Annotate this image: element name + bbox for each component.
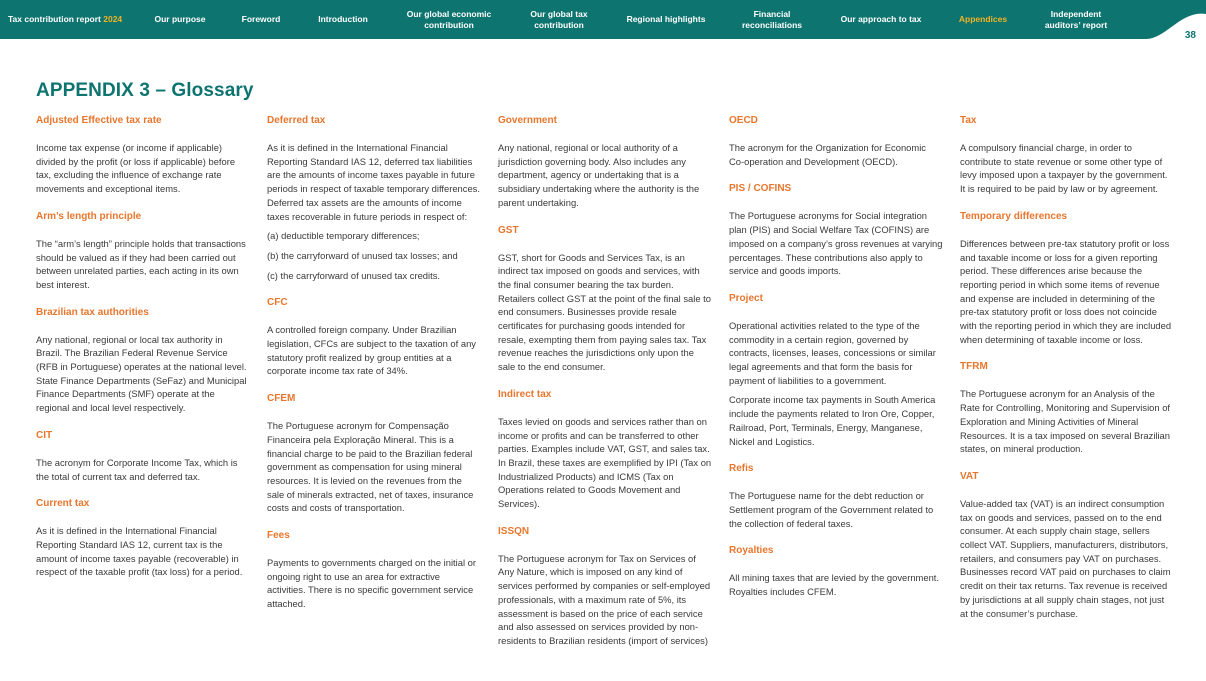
- glossary-definition: [36, 524, 250, 579]
- definition-paragraph: GST, short for Goods and Services Tax, is an indirect tax imposed on goods and services, with the final consumer bearing the tax burden. Retailers collect GST at the point of the final sale to end consumers. Businesses provide resale certificates for purchasing goods intended for resale, exempting them from paying sales tax. Tax revenue reaches the jurisdictions only upon the sale to the end consumer.: [498, 251, 711, 373]
- glossary-definition: [498, 251, 712, 374]
- glossary-term: Project: [729, 292, 763, 304]
- definition-paragraph: The acronym for the Organization for Economic Co-operation and Development (OECD).: [729, 142, 926, 167]
- nav-global-tax-contribution[interactable]: Our global tax contribution: [530, 9, 588, 30]
- nav-approach-to-tax[interactable]: Our approach to tax: [840, 14, 922, 25]
- nav-foreword[interactable]: Foreword: [241, 14, 281, 25]
- glossary-term: PIS / COFINS: [729, 183, 792, 195]
- definition-paragraph: Any national, regional or local authority of a jurisdiction governing body. Also includes any department, agency or undertaking that is a subsidiary undertaking where the authority is the parent undertaking.: [498, 142, 700, 208]
- nav-introduction[interactable]: Introduction: [318, 14, 368, 25]
- nav-brand[interactable]: [8, 0, 126, 39]
- glossary-definition: [729, 319, 943, 448]
- nav-financial-reconciliations[interactable]: Financial reconciliations: [742, 9, 802, 30]
- definition-paragraph: Income tax expense (or income if applicable) divided by the profit (or loss if applicable) before tax, excluding the influence of exchange rate movements and exceptional items.: [36, 142, 236, 195]
- definition-paragraph: All mining taxes that are levied by the government. Royalties includes CFEM.: [729, 572, 940, 598]
- definition-paragraph: Operational activities related to the type of the commodity in a certain region, governed by contracts, licenses, leases, concessions or similar legal agreements and that form the basis for payment of liabilities to a government.: [729, 319, 936, 386]
- glossary-definition: [729, 489, 943, 530]
- glossary-term: Fees: [267, 530, 290, 542]
- definition-paragraph: As it is defined in the International Financial Reporting Standard IAS 12, current tax is the amount of income taxes payable (recoverable) in respect of the taxable profit (tax loss) for a period.: [36, 525, 243, 578]
- definition-paragraph: Corporate income tax payments in South America include the payments related to Iron Ore, Copper, Railroad, Port, Terminals, Energy, Manganese, Nickel and Logistics.: [729, 394, 936, 447]
- glossary-term: Deferred tax: [267, 115, 326, 126]
- nav-our-purpose[interactable]: Our purpose: [154, 14, 206, 25]
- definition-paragraph: The acronym for Corporate Income Tax, which is the total of current tax and deferred tax.: [36, 456, 238, 482]
- definition-paragraph: (a) deductible temporary differences;: [267, 230, 420, 242]
- definition-paragraph: Taxes levied on goods and services rather than on income or profits and can be transferred to other parties. Examples include VAT, GST, and sales tax. In Brazil, these taxes are exemplified by IPI (Tax on Industrialized Products) and ICMS (Tax on Operations related to Goods Movement and Services).: [498, 415, 712, 510]
- glossary-definition: [498, 141, 712, 210]
- glossary-term: CIT: [36, 429, 53, 441]
- glossary-definition: [36, 141, 250, 196]
- glossary-term: Temporary differences: [960, 210, 1068, 222]
- glossary-definition: [498, 415, 712, 511]
- glossary-definition: [267, 556, 481, 611]
- glossary-definition: [729, 571, 943, 598]
- topbar-curve-decoration: [1146, 0, 1206, 39]
- definition-paragraph: A compulsory financial charge, in order to contribute to state revenue or some other type of levy imposed upon a taxpayer by the government. It is required to be paid by law or by agreement.: [960, 142, 1168, 195]
- glossary-term: Government: [498, 115, 557, 126]
- nav-regional-highlights[interactable]: Regional highlights: [626, 14, 706, 25]
- glossary-term: Indirect tax: [498, 388, 552, 400]
- definition-paragraph: Any national, regional or local tax authority in Brazil. The Brazilian Federal Revenue Service (RFB in Portuguese) operates at the national level. State Finance Departments (SeFaz) and Municipal Finance Departments (SMF) operate at the regional and local level respectively.: [36, 333, 247, 414]
- nav-independent-auditors-report[interactable]: Independent auditors’ report: [1044, 9, 1108, 30]
- definition-paragraph: (c) the carryforward of unused tax credits.: [267, 269, 440, 281]
- glossary-term: TFRM: [960, 361, 988, 373]
- page-title: APPENDIX 3 – Glossary: [36, 80, 254, 101]
- glossary-definition: [36, 237, 250, 292]
- glossary-term: ISSQN: [498, 525, 530, 537]
- nav-brand-label: Tax contribution report: [8, 14, 101, 25]
- glossary-term: Tax: [960, 115, 977, 126]
- glossary-term: Refis: [729, 463, 754, 475]
- glossary-term: Arm’s length principle: [36, 210, 142, 222]
- glossary-definition: [729, 209, 943, 278]
- definition-paragraph: A controlled foreign company. Under Brazilian legislation, CFCs are subject to the taxation of any statutory profit realized by group entities at a corporate income tax rate of 34%.: [267, 324, 476, 377]
- glossary-term: Current tax: [36, 498, 90, 510]
- glossary-definition: [267, 141, 481, 282]
- definition-paragraph: Differences between pre-tax statutory profit or loss and taxable income or loss for a given reporting period. These differences arise because the reporting period in which some items of revenue and expense are included in determining of the pre-tax statutory profit or loss does not coincide with the reporting period in which they are included when determining of taxable income or loss.: [960, 237, 1172, 345]
- definition-paragraph: As it is defined in the International Financial Reporting Standard IAS 12, deferred tax liabilities are the amounts of income taxes payable in future periods in respect of taxable temporary differences. Deferred tax assets are the amounts of income taxes recoverable in future periods in respect of:: [267, 142, 480, 222]
- glossary-term: OECD: [729, 115, 758, 126]
- glossary-term: Brazilian tax authorities: [36, 306, 149, 318]
- definition-paragraph: Value-added tax (VAT) is an indirect consumption tax on goods and services, passed on to the end consumer. At each supply chain stage, sellers collect VAT. Suppliers, manufacturers, distributors, retailers, and consumers pay VAT on purchases. Businesses record VAT paid on purchases to claim credit on their tax returns. Tax revenue is received by jurisdictions at all supply chain stages, not just at the consumer’s purchase.: [960, 497, 1171, 619]
- glossary-column-2: [267, 114, 481, 625]
- glossary-term: Royalties: [729, 545, 774, 557]
- definition-paragraph: (b) the carryforward of unused tax losses; and: [267, 249, 458, 261]
- definition-paragraph: The Portuguese acronym for Compensação Financeira pela Exploração Mineral. This is a financial charge to be paid to the Brazilian federal government as compensation for using mineral resources. It is levied on the revenues from the sale of minerals extracted, net of taxes, insurance costs and costs of transportation.: [267, 420, 474, 514]
- glossary-definition: [267, 323, 481, 378]
- glossary-definition: [960, 387, 1172, 456]
- glossary-definition: [36, 333, 250, 415]
- glossary-column-1: [36, 114, 250, 593]
- glossary-term: Adjusted Effective tax rate: [36, 115, 162, 126]
- glossary-term: GST: [498, 224, 519, 236]
- definition-paragraph: The Portuguese acronym for an Analysis of the Rate for Controlling, Monitoring and Supervision of Exploration and Mining Activities of Mineral Resources. It is a tax imposed on several Brazilian states, on mineral production.: [960, 388, 1171, 455]
- glossary-definition: [960, 141, 1172, 196]
- top-navigation-bar: [0, 0, 1206, 39]
- glossary-term: CFEM: [267, 393, 296, 405]
- definition-paragraph: The “arm’s length” principle holds that transactions should be valued as if they had been carried out between unrelated parties, each acting in its own best interest.: [36, 237, 246, 290]
- definition-paragraph: The Portuguese acronym for Tax on Services of Any Nature, which is imposed on any kind of services performed by companies or self-employed professionals, with a maximum rate of 5%, its assessment is based on the price of each service and also assessed on services provided by non-residents to Brazilian residents (import of services): [498, 552, 711, 646]
- definition-paragraph: The Portuguese acronyms for Social integration plan (PIS) and Social Welfare Tax (COFINS) are imposed on a company’s gross revenues at varying percentages. These contributions also apply to service and goods imports.: [729, 210, 943, 277]
- definition-paragraph: The Portuguese name for the debt reduction or Settlement program of the Government related to the collection of federal taxes.: [729, 490, 934, 529]
- glossary-definition: [498, 552, 712, 648]
- glossary-term: CFC: [267, 297, 288, 309]
- glossary-term: VAT: [960, 470, 979, 482]
- nav-brand-year: 2024: [103, 14, 123, 25]
- glossary-definition: [36, 456, 250, 483]
- glossary-definition: [729, 141, 943, 168]
- definition-paragraph: Payments to governments charged on the initial or ongoing right to use an area for extractive activities. There is no specific government service attached.: [267, 557, 476, 610]
- page-number: 38: [1184, 30, 1196, 41]
- nav-global-economic-contribution[interactable]: Our global economic contribution: [406, 9, 492, 30]
- glossary-column-4: [729, 114, 943, 613]
- glossary-column-5: [960, 114, 1172, 634]
- glossary-definition: [267, 419, 481, 515]
- glossary-definition: [960, 237, 1172, 347]
- glossary-definition: [960, 497, 1172, 620]
- glossary-column-3: [498, 114, 712, 662]
- nav-appendices[interactable]: Appendices: [958, 14, 1008, 25]
